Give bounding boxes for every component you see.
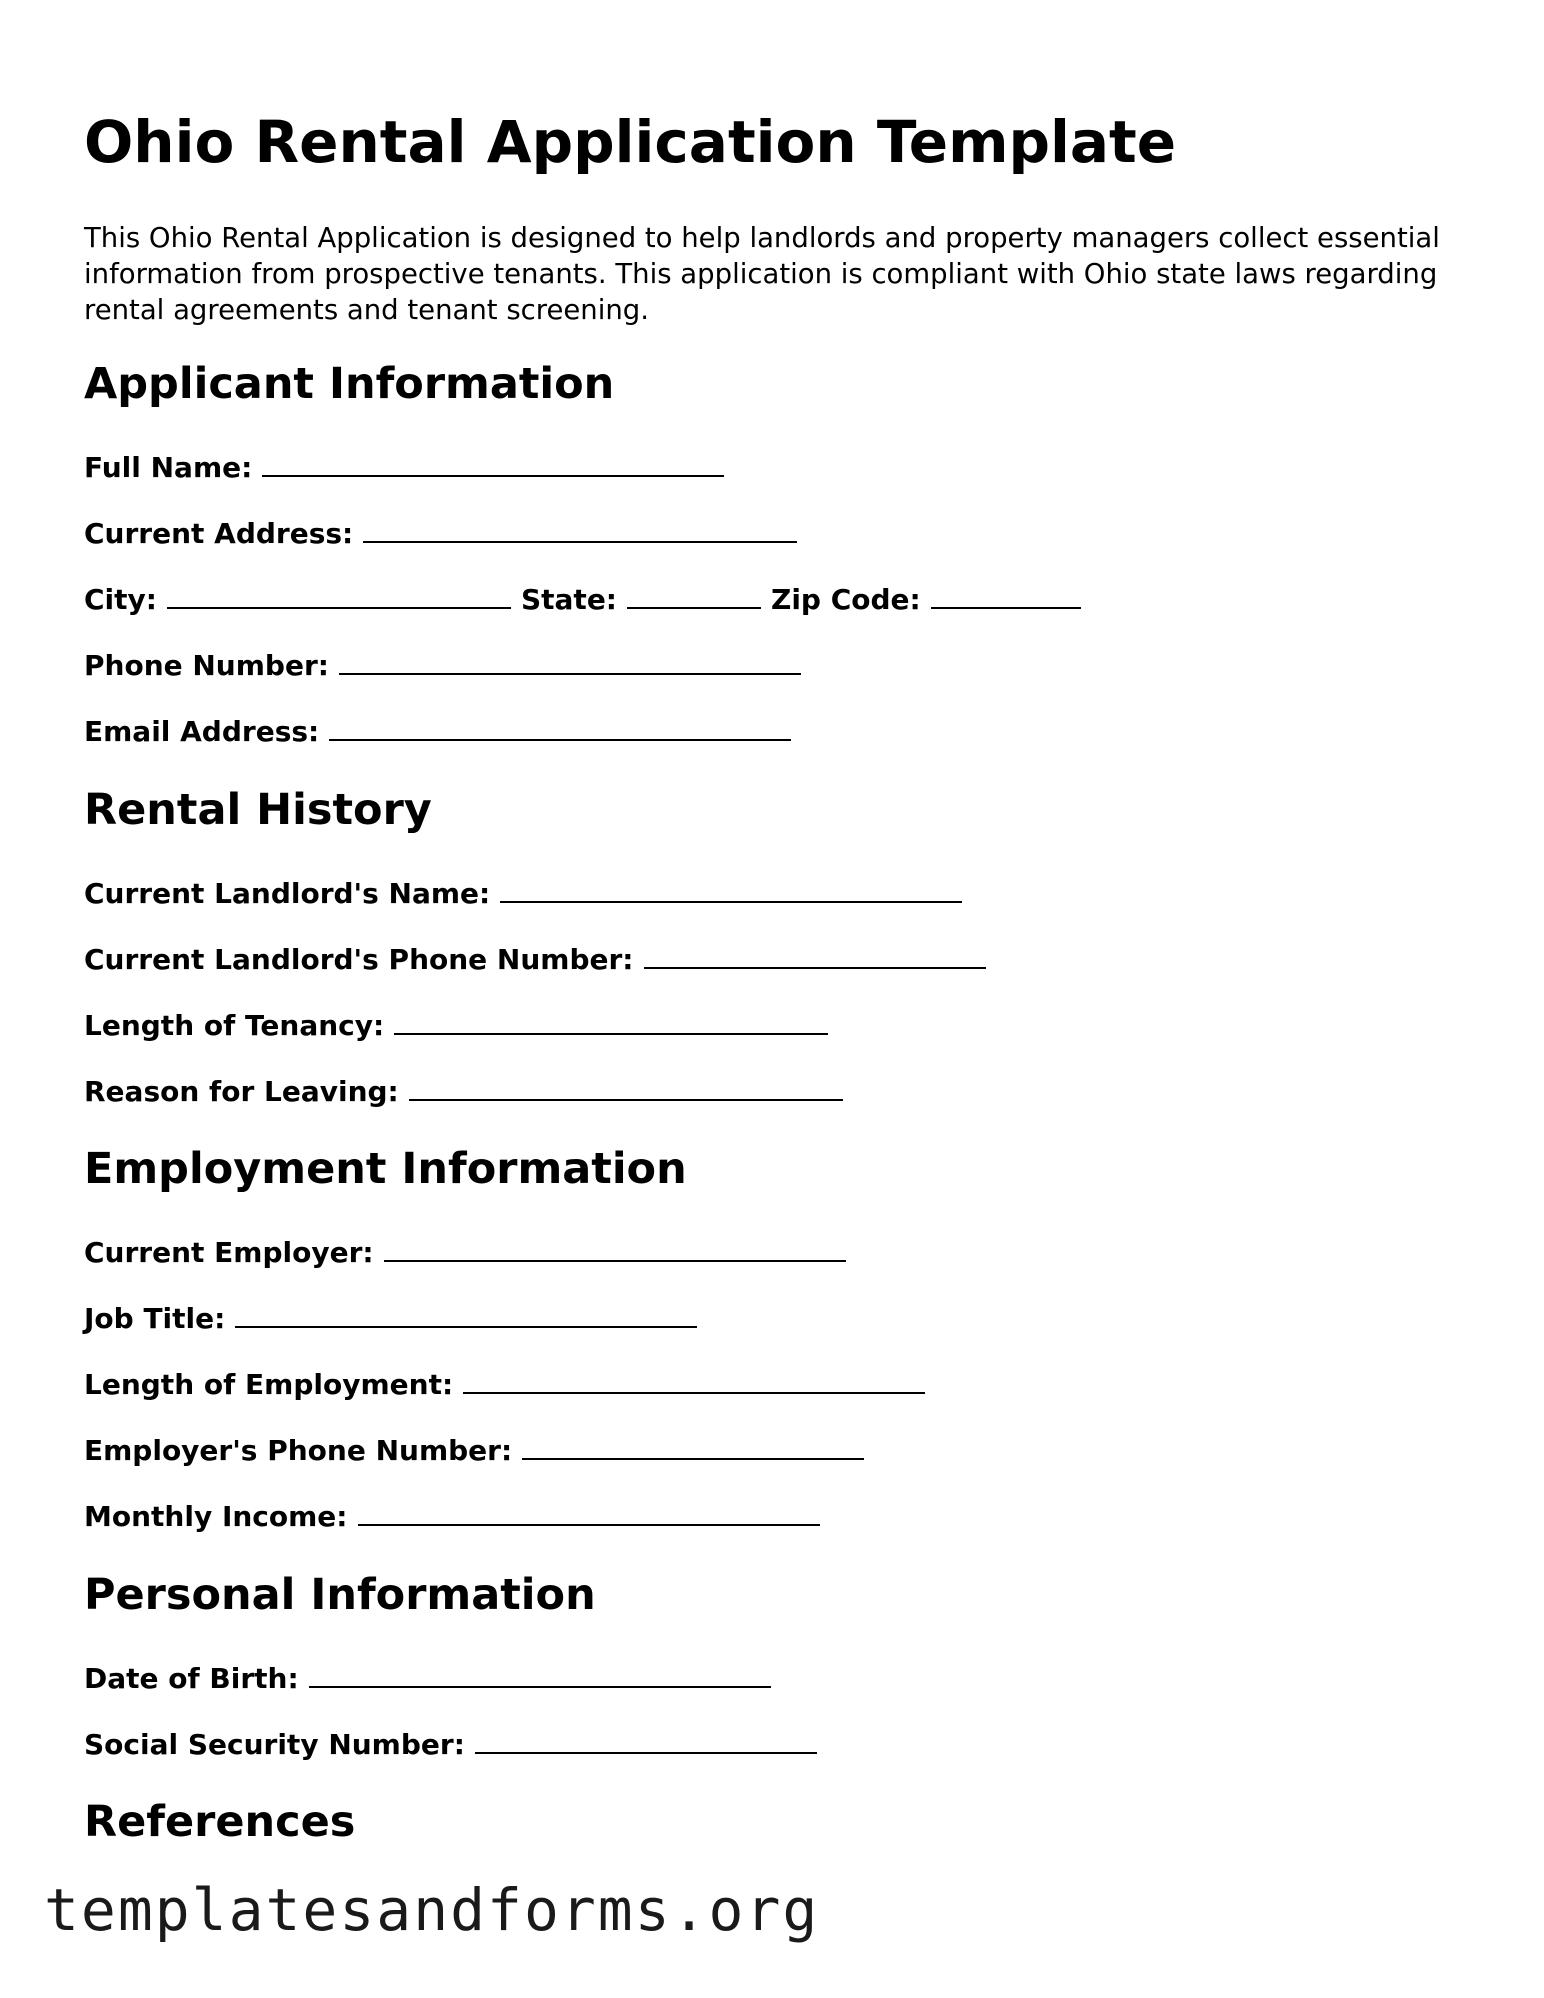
employer-phone-blank[interactable] — [522, 1434, 864, 1460]
full-name-blank[interactable] — [262, 451, 724, 477]
current-address-blank[interactable] — [363, 517, 797, 543]
email-address-label: Email Address: — [84, 715, 320, 748]
page-title: Ohio Rental Application Template — [84, 108, 1177, 176]
field-ssn — [84, 1725, 817, 1765]
length-of-employment-label: Length of Employment: — [84, 1368, 454, 1401]
state-label: State: — [520, 583, 618, 616]
field-monthly-income — [84, 1497, 820, 1537]
field-employer-phone — [84, 1431, 864, 1471]
landlord-phone-label: Current Landlord's Phone Number: — [84, 943, 634, 976]
email-address-blank[interactable] — [329, 715, 791, 741]
city-blank[interactable] — [167, 583, 511, 609]
section-heading-applicant: Applicant Information — [84, 359, 615, 409]
ssn-label: Social Security Number: — [84, 1728, 465, 1761]
zip-code-blank[interactable] — [931, 583, 1081, 609]
field-length-of-tenancy — [84, 1006, 828, 1046]
field-full-name — [84, 448, 724, 488]
field-current-address — [84, 514, 797, 554]
length-of-employment-blank[interactable] — [463, 1368, 925, 1394]
monthly-income-blank[interactable] — [358, 1500, 820, 1526]
field-length-of-employment — [84, 1365, 925, 1405]
city-label: City: — [84, 583, 157, 616]
phone-number-label: Phone Number: — [84, 649, 329, 682]
state-blank[interactable] — [627, 583, 761, 609]
current-employer-label: Current Employer: — [84, 1236, 374, 1269]
field-landlord-phone — [84, 940, 986, 980]
section-heading-references: References — [84, 1797, 356, 1847]
job-title-blank[interactable] — [235, 1302, 697, 1328]
field-phone-number — [84, 646, 801, 686]
section-heading-employment: Employment Information — [84, 1144, 687, 1194]
reason-for-leaving-blank[interactable] — [409, 1075, 843, 1101]
section-heading-personal: Personal Information — [84, 1570, 596, 1620]
length-of-tenancy-blank[interactable] — [394, 1009, 828, 1035]
current-employer-blank[interactable] — [384, 1236, 846, 1262]
field-current-employer — [84, 1233, 846, 1273]
watermark-text: templatesandforms.org — [44, 1876, 820, 1944]
landlord-name-blank[interactable] — [500, 877, 962, 903]
field-date-of-birth — [84, 1659, 771, 1699]
intro-paragraph: This Ohio Rental Application is designed to help landlords and property managers collect essential information from prospective tenants. This application is compliant with Ohio state laws regarding rental agreements and tenant screening. — [84, 222, 1440, 326]
field-reason-for-leaving — [84, 1072, 843, 1112]
job-title-label: Job Title: — [84, 1302, 226, 1335]
field-city-state-zip — [84, 580, 1081, 620]
phone-number-blank[interactable] — [339, 649, 801, 675]
field-landlord-name — [84, 874, 962, 914]
reason-for-leaving-label: Reason for Leaving: — [84, 1075, 399, 1108]
section-heading-rental-history: Rental History — [84, 785, 432, 835]
ssn-blank[interactable] — [475, 1728, 817, 1754]
landlord-name-label: Current Landlord's Name: — [84, 877, 491, 910]
length-of-tenancy-label: Length of Tenancy: — [84, 1009, 385, 1042]
full-name-label: Full Name: — [84, 451, 253, 484]
date-of-birth-blank[interactable] — [309, 1662, 771, 1688]
zip-code-label: Zip Code: — [771, 583, 921, 616]
current-address-label: Current Address: — [84, 517, 354, 550]
date-of-birth-label: Date of Birth: — [84, 1662, 299, 1695]
employer-phone-label: Employer's Phone Number: — [84, 1434, 513, 1467]
landlord-phone-blank[interactable] — [644, 943, 986, 969]
field-job-title — [84, 1299, 697, 1339]
field-email-address — [84, 712, 791, 752]
monthly-income-label: Monthly Income: — [84, 1500, 348, 1533]
